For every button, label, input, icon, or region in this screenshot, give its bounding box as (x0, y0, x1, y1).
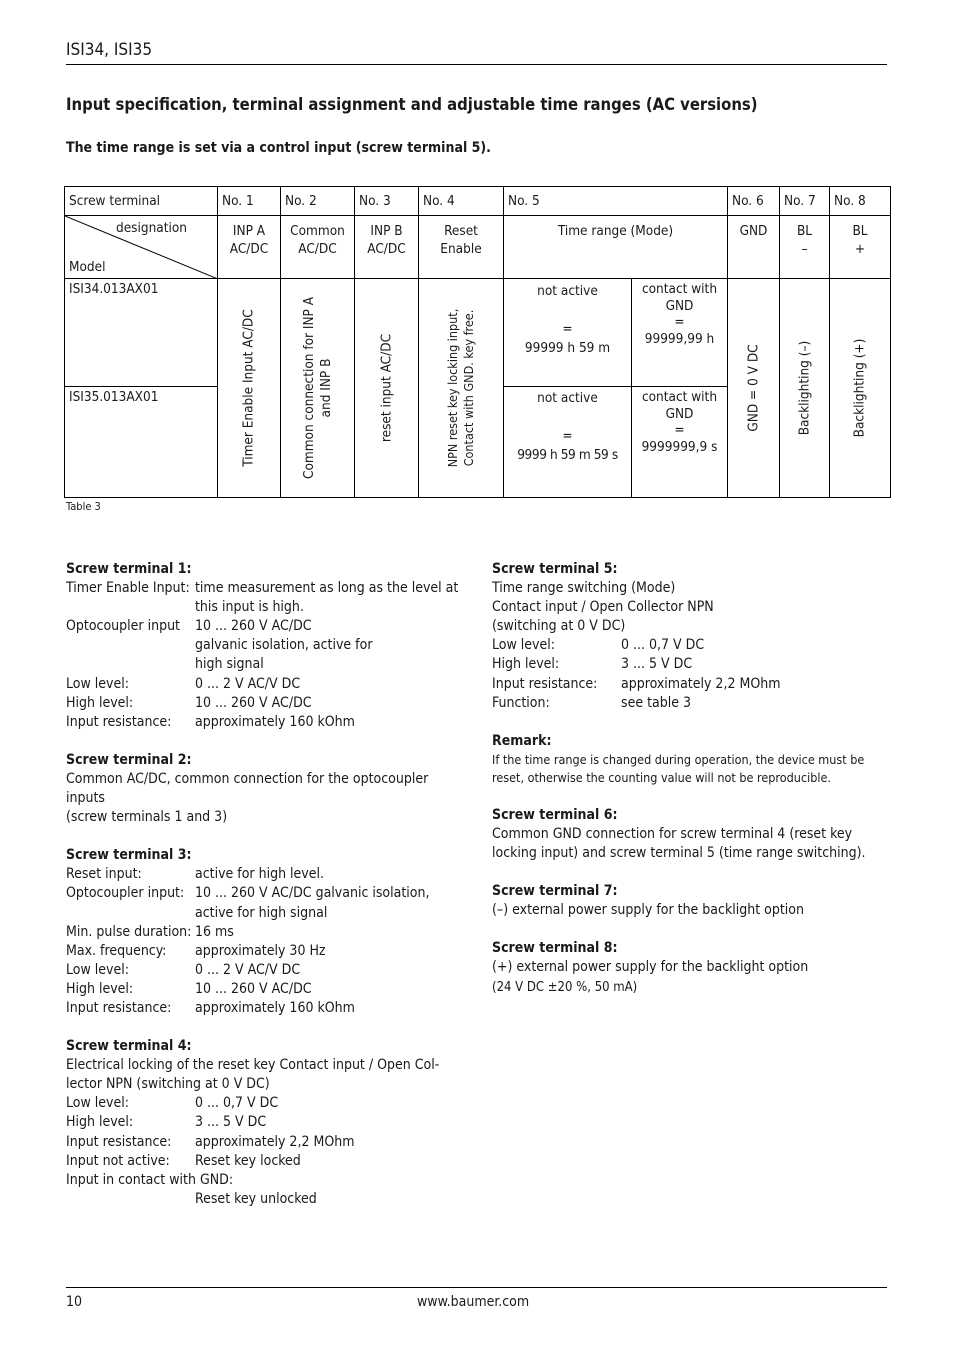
designation-text: Common (290, 223, 345, 239)
designation-no5: Time range (Mode) (504, 216, 728, 279)
time-range-value: 99999 h 59 m (524, 340, 611, 356)
vertical-text: and INP B (317, 358, 334, 418)
designation-no4 (419, 216, 504, 279)
screw-terminal-6-title: Screw terminal 6: (492, 806, 618, 823)
paragraph-line: (+) external power supply for the backlight option (492, 959, 809, 976)
table-row-isi34 (65, 279, 891, 387)
designation-row (65, 216, 891, 279)
paragraph-line: Input in contact with GND: (66, 1171, 234, 1188)
designation-no1 (218, 216, 281, 279)
contact-text: GND (665, 405, 694, 422)
left-column (66, 560, 466, 1209)
paragraph-line: lector NPN (switching at 0 V DC) (66, 1076, 270, 1093)
paragraph-line: locking input) and screw terminal 5 (time range switching). (492, 845, 866, 862)
spec-row: high signal (195, 656, 264, 673)
footer-url-link[interactable]: www.baumer.com (417, 1294, 530, 1310)
header-cell-no7: No. 7 (780, 187, 830, 216)
section-subheading: The time range is set via a control input (screw terminal 5). (66, 140, 491, 156)
isi35-not-active-cell (504, 387, 632, 498)
remark-line: reset, otherwise the counting value will not be reproducible. (492, 769, 831, 785)
equals-sign: = (674, 314, 685, 330)
model-cell-isi34: ISI34.013AX01 (65, 279, 218, 387)
screw-terminal-7-title: Screw terminal 7: (492, 883, 618, 900)
spec-row: Reset key unlocked (195, 1190, 317, 1207)
vertical-cell-no4 (419, 279, 504, 498)
header-cell-no3: No. 3 (355, 187, 419, 216)
header-cell-no4: No. 4 (419, 187, 504, 216)
page-number: 10 (66, 1294, 83, 1310)
designation-no7 (780, 216, 830, 279)
spec-row: Max. frequency: approximately 30 Hz (66, 942, 326, 959)
designation-text: – (801, 241, 808, 257)
header-cell-no5: No. 5 (504, 187, 728, 216)
vertical-cell-no1: Timer Enable Input AC/DC (218, 279, 281, 498)
isi34-not-active-cell (504, 279, 632, 387)
spec-row: Input resistance: approximately 160 kOhm (66, 999, 355, 1016)
time-range-value: 9999 h 59 m 59 s (517, 447, 618, 463)
vertical-cell-no7: Backlighting (–) (780, 279, 830, 498)
remark-line: If the time range is changed during operation, the device must be (492, 751, 865, 767)
spec-row: Reset input: active for high level. (66, 866, 325, 883)
contact-text: contact with (641, 389, 718, 405)
designation-text: BL (852, 223, 868, 239)
spec-row: Function: see table 3 (492, 694, 691, 711)
spec-row: Low level: 0 ... 0,7 V DC (492, 637, 705, 654)
spec-row: Input resistance: approximately 160 kOhm (66, 713, 355, 730)
spec-row: Low level: 0 ... 2 V AC/V DC (66, 961, 301, 978)
vertical-cell-no3: reset input AC/DC (355, 279, 419, 498)
designation-text: AC/DC (298, 241, 337, 257)
header-cell-screw-terminal: Screw terminal (65, 187, 218, 216)
screw-terminal-4-title: Screw terminal 4: (66, 1038, 192, 1055)
paragraph-line: Common GND connection for screw terminal 4 (reset key (492, 825, 853, 842)
designation-text: Enable (440, 241, 482, 257)
header-rule (66, 64, 887, 65)
equals-sign: = (674, 422, 685, 438)
terminal-assignment-table (64, 186, 891, 498)
header-cell-no8: No. 8 (830, 187, 891, 216)
spec-row: active for high signal (195, 904, 328, 921)
spec-row: Optocoupler input 10 ... 260 V AC/DC (66, 618, 312, 635)
paragraph-line: Time range switching (Mode) (492, 580, 676, 597)
spec-row: Optocoupler input: 10 ... 260 V AC/DC galvanic isolation, (66, 885, 430, 902)
spec-row: High level: 3 ... 5 V DC (66, 1114, 267, 1131)
spec-row: Min. pulse duration: 16 ms (66, 923, 234, 940)
screw-terminal-2-title: Screw terminal 2: (66, 751, 192, 768)
equals-sign: = (562, 428, 573, 444)
model-cell-isi35: ISI35.013AX01 (65, 387, 218, 498)
paragraph-line: (24 V DC ±20 %, 50 mA) (492, 979, 638, 995)
vertical-cell-no2 (281, 279, 355, 498)
contact-text: GND (665, 297, 694, 314)
paragraph-line: Common AC/DC, common connection for the optocoupler inputs (66, 770, 429, 807)
designation-no6: GND (728, 216, 780, 279)
designation-no3 (355, 216, 419, 279)
equals-sign: = (562, 321, 573, 337)
designation-no8 (830, 216, 891, 279)
paragraph-line: (–) external power supply for the backlight option (492, 902, 804, 919)
designation-text: + (854, 241, 866, 257)
header-cell-no2: No. 2 (281, 187, 355, 216)
vertical-text: NPN reset key locking input, (445, 308, 460, 468)
designation-model-cell (65, 216, 218, 279)
spec-row: galvanic isolation, active for (195, 637, 373, 654)
designation-text: INP B (370, 223, 403, 239)
designation-text: AC/DC (229, 241, 269, 257)
vertical-cell-no6: GND = 0 V DC (728, 279, 780, 498)
spec-row: this input is high. (195, 599, 304, 616)
designation-text: Reset (444, 223, 478, 239)
contact-text: contact with (641, 281, 718, 297)
spec-row: Low level: 0 ... 2 V AC/V DC (66, 675, 301, 692)
spec-row: Input resistance: approximately 2,2 MOhm (492, 675, 781, 692)
vertical-text: Common connection for INP A (300, 296, 317, 480)
designation-label: designation (115, 220, 187, 236)
paragraph-line: Electrical locking of the reset key Contact input / Open Col- (66, 1057, 440, 1074)
spec-row: Input not active: Reset key locked (66, 1152, 301, 1169)
vertical-cell-no8: Backlighting (+) (830, 279, 891, 498)
paragraph-line: Contact input / Open Collector NPN (492, 599, 714, 616)
screw-terminal-8-title: Screw terminal 8: (492, 940, 618, 957)
model-label: Model (69, 259, 106, 275)
right-column (492, 560, 887, 997)
vertical-text: Contact with GND. key free. (461, 309, 476, 467)
screw-terminal-1-title: Screw terminal 1: (66, 561, 192, 577)
footer-rule (66, 1287, 887, 1288)
screw-terminal-5-title: Screw terminal 5: (492, 561, 618, 577)
not-active-text: not active (537, 283, 598, 299)
paragraph-line: (screw terminals 1 and 3) (66, 809, 228, 826)
spec-row: High level: 10 ... 260 V AC/DC (66, 980, 312, 997)
isi35-contact-cell (632, 387, 728, 498)
spec-row: High level: 3 ... 5 V DC (492, 656, 693, 673)
designation-no2 (281, 216, 355, 279)
spec-row: Timer Enable Input: time measurement as long as the level at (66, 580, 459, 597)
designation-text: BL (796, 223, 813, 239)
section-heading: Input specification, terminal assignment and adjustable time ranges (AC versions) (66, 95, 758, 114)
table-caption: Table 3 (66, 500, 101, 513)
spec-row: Input resistance: approximately 2,2 MOhm (66, 1133, 355, 1150)
paragraph-line: (switching at 0 V DC) (492, 618, 626, 635)
table-header-row (65, 187, 891, 216)
time-range-value: 9999999,9 s (641, 438, 718, 455)
header-cell-no1: No. 1 (218, 187, 281, 216)
spec-row: Low level: 0 ... 0,7 V DC (66, 1095, 279, 1112)
isi34-contact-cell (632, 279, 728, 387)
document-header-title: ISI34, ISI35 (66, 40, 153, 60)
spec-row: High level: 10 ... 260 V AC/DC (66, 694, 312, 711)
time-range-value: 99999,99 h (644, 330, 715, 347)
designation-text: INP A (232, 223, 266, 239)
header-cell-no6: No. 6 (728, 187, 780, 216)
remark-title: Remark: (492, 732, 552, 749)
designation-text: AC/DC (367, 241, 406, 257)
screw-terminal-3-title: Screw terminal 3: (66, 847, 192, 864)
not-active-text: not active (537, 390, 598, 406)
